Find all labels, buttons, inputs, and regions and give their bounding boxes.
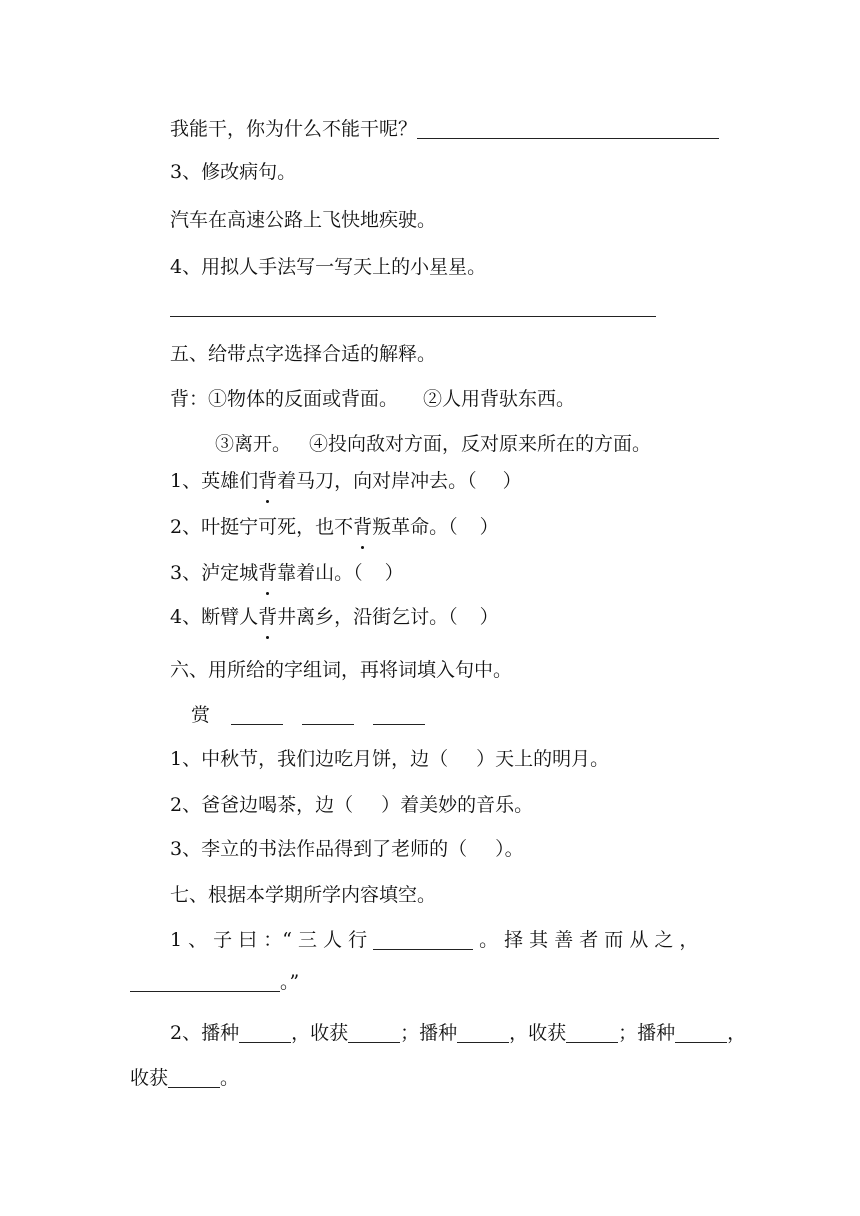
given-character: 赏 — [191, 704, 211, 726]
definition-4: ④投向敌对方面，反对原来所在的方面。 — [309, 433, 652, 455]
section-6-heading: 六、用所给的字组词，再将词填入句中。 — [170, 659, 513, 681]
word-blank-1[interactable] — [231, 704, 283, 725]
sentence-text: 1、中秋节，我们边吃月饼，边（ — [170, 748, 449, 770]
section-5-heading: 五、给带点字选择合适的解释。 — [170, 343, 437, 365]
bracket-close: ） — [502, 470, 522, 492]
sentence-text: 3、李立的书法作品得到了老师的（ — [170, 838, 468, 860]
sentence-text: ）。 — [495, 838, 524, 860]
quote-text: 1 、 子 曰 ：“ 三 人 行 — [170, 929, 368, 951]
sentence-1 — [170, 468, 522, 494]
sentence-text: 2、叶挺宁可死，也不 — [170, 516, 354, 538]
proverb-text: 收获 — [130, 1067, 169, 1089]
bracket-close: ） — [479, 516, 499, 538]
bracket-close: ） — [479, 606, 499, 628]
definitions-row-1 — [170, 386, 575, 412]
sentence-text: 靠着山。（ — [277, 562, 363, 584]
sentence-4 — [170, 604, 499, 630]
proverb-blank-4[interactable] — [566, 1022, 618, 1043]
proverb-line-1 — [170, 1020, 746, 1046]
quote-blank-1[interactable] — [373, 929, 473, 950]
proverb-text: 2、播种 — [170, 1022, 240, 1044]
bracket-close: ） — [384, 562, 404, 584]
proverb-text: ，收获 — [509, 1022, 567, 1044]
faulty-sentence: 汽车在高速公路上飞快地疾驶。 — [170, 209, 437, 231]
sentence-text: 1、英雄们 — [170, 470, 259, 492]
quote-text: 。” — [280, 971, 300, 993]
sentence-text: ）着美妙的音乐。 — [381, 794, 534, 816]
answer-blank[interactable] — [170, 296, 656, 317]
definition-2: ②人用背驮东西。 — [423, 388, 576, 410]
item-3-heading: 3、修改病句。 — [170, 161, 297, 183]
fill-sentence-1 — [170, 746, 609, 772]
section-7-heading: 七、根据本学期所学内容填空。 — [170, 884, 437, 906]
quote-text: 。 择 其 善 者 而 从 之 ， — [479, 929, 699, 951]
proverb-blank-6[interactable] — [168, 1067, 220, 1088]
sentence-text: 着马刀，向对岸冲去。（ — [277, 470, 477, 492]
proverb-text: ；播种 — [618, 1022, 676, 1044]
item-4-heading: 4、用拟人手法写一写天上的小星星。 — [170, 256, 487, 278]
sentence-2 — [170, 514, 499, 540]
quote-line-2 — [130, 969, 299, 995]
definitions-row-2 — [215, 431, 651, 457]
word-blank-2[interactable] — [302, 704, 354, 725]
proverb-text: ， — [727, 1022, 747, 1044]
proverb-line-2 — [130, 1065, 239, 1091]
proverb-blank-5[interactable] — [675, 1022, 727, 1043]
definition-1: 背：①物体的反面或背面。 — [170, 388, 399, 410]
sentence-text: 叛革命。（ — [372, 516, 458, 538]
dotted-character: 背 — [258, 470, 278, 492]
dotted-character: 背 — [258, 562, 278, 584]
proverb-blank-1[interactable] — [239, 1022, 291, 1043]
dotted-character: 背 — [258, 606, 278, 628]
question-text: 我能干，你为什么不能干呢？ — [170, 118, 418, 140]
dotted-character: 背 — [353, 516, 373, 538]
proverb-text: ；播种 — [400, 1022, 458, 1044]
line-answer-blank — [170, 294, 656, 320]
sentence-3 — [170, 560, 404, 586]
sentence-text: 4、断臂人 — [170, 606, 259, 628]
sentence-text: 2、爸爸边喝茶，边（ — [170, 794, 354, 816]
proverb-text: ，收获 — [291, 1022, 349, 1044]
proverb-blank-3[interactable] — [457, 1022, 509, 1043]
quote-blank-2[interactable] — [130, 971, 280, 992]
answer-blank[interactable] — [417, 118, 719, 139]
definition-3: ③离开。 — [215, 433, 292, 455]
sentence-text: ）天上的明月。 — [476, 748, 610, 770]
sentence-text: 3、泸定城 — [170, 562, 259, 584]
sentence-text: 井离乡，沿街乞讨。（ — [277, 606, 458, 628]
fill-sentence-2 — [170, 792, 533, 818]
word-blank-3[interactable] — [373, 704, 425, 725]
fill-sentence-3 — [170, 836, 524, 862]
proverb-blank-2[interactable] — [348, 1022, 400, 1043]
word-building-row — [191, 702, 425, 728]
line-question-text — [170, 116, 719, 142]
quote-line-1 — [170, 927, 698, 953]
proverb-text: 。 — [220, 1067, 240, 1089]
